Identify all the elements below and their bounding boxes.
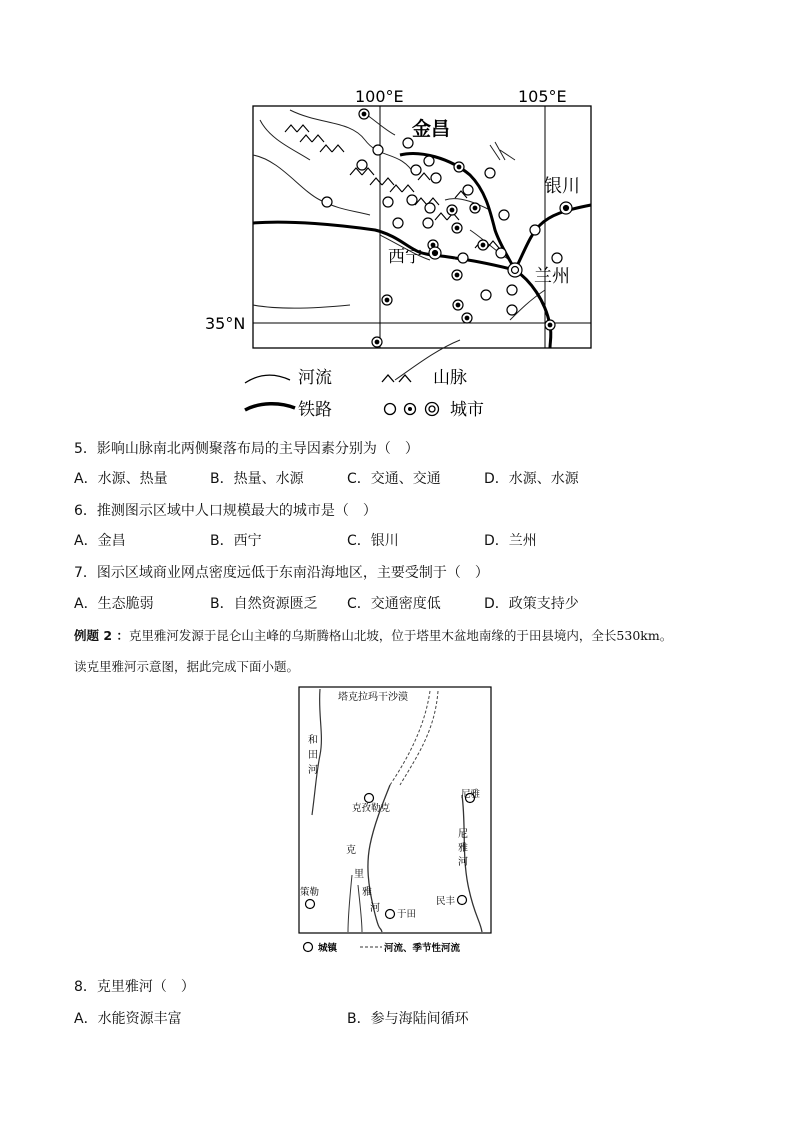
legend-mountain-label: 山脉 xyxy=(433,368,467,388)
question-5-option-c: C．交通、交通 xyxy=(347,471,441,487)
niya-river-label-2: 雅 xyxy=(458,843,468,854)
question-6-option-d: D．兰州 xyxy=(484,533,537,549)
legend-town-icon xyxy=(304,943,313,952)
yutian-town-icon xyxy=(386,910,395,919)
keriya-label-3: 雅 xyxy=(362,887,372,898)
yutian-label: 于田 xyxy=(397,909,417,920)
example-2-text-line2: 读克里雅河示意图，据此完成下面小题。 xyxy=(74,659,300,674)
question-6-option-b: B．西宁 xyxy=(210,533,262,549)
question-6-option-a: A．金昌 xyxy=(74,533,126,549)
map1-svg xyxy=(200,80,600,425)
legend-river-symbol xyxy=(245,375,290,383)
map2-svg xyxy=(290,685,500,960)
legend-river-label: 河流 xyxy=(298,368,332,388)
niya-river-label-1: 尼 xyxy=(458,829,468,840)
legend-town-label: 城镇 xyxy=(318,943,338,954)
lon-100-label: 100°E xyxy=(355,87,404,106)
seasonal-river-2 xyxy=(400,691,438,785)
niya-river-label-3: 河 xyxy=(458,857,468,868)
minfeng-label: 民丰 xyxy=(436,896,456,907)
hotan-river-label-1: 和 xyxy=(308,735,318,746)
keriya-label-1: 克 xyxy=(346,845,356,856)
seasonal-river-1 xyxy=(390,691,430,785)
kariyek-label: 克孜勒克 xyxy=(352,803,391,814)
qira-label: 策勒 xyxy=(300,887,320,898)
legend-railway-symbol xyxy=(245,404,295,410)
example-2-text-line1: 克里雅河发源于昆仑山主峰的乌斯腾格山北坡，位于塔里木盆地南缘的于田县境内，全长530km。 xyxy=(128,628,673,643)
desert-label: 塔克拉玛干沙漠 xyxy=(338,692,408,703)
question-8-option-b: B．参与海陆间循环 xyxy=(347,1011,469,1027)
question-7-option-a: A．生态脆弱 xyxy=(74,596,154,612)
question-8-option-a: A．水能资源丰富 xyxy=(74,1011,182,1027)
qira-town-icon xyxy=(306,900,315,909)
minfeng-town-icon xyxy=(458,896,467,905)
legend-railway-label: 铁路 xyxy=(298,400,332,420)
question-5-option-d: D．水源、水源 xyxy=(484,471,579,487)
question-6-option-c: C．银川 xyxy=(347,533,399,549)
map1-railways xyxy=(253,154,591,348)
hotan-river-label-2: 田 xyxy=(308,750,318,761)
question-6-stem: 6．推测图示区域中人口规模最大的城市是（ ） xyxy=(74,503,377,519)
keriya-label-2: 里 xyxy=(354,869,364,880)
example-2-label: 例题 2 ： xyxy=(74,628,129,643)
map1 xyxy=(200,80,600,425)
kariyek-town-icon xyxy=(365,794,374,803)
tributary-1 xyxy=(348,875,352,932)
question-5-stem: 5．影响山脉南北两侧聚落布局的主导因素分别为（ ） xyxy=(74,441,419,457)
city-xining-label: 西宁 xyxy=(388,247,422,267)
question-7-option-d: D．政策支持少 xyxy=(484,596,579,612)
question-8-stem: 8．克里雅河（ ） xyxy=(74,979,195,995)
city-jinchang-label: 金昌 xyxy=(412,118,451,140)
question-5-option-b: B．热量、水源 xyxy=(210,471,304,487)
lat-35-label: 35°N xyxy=(205,314,246,333)
hotan-river-label-3: 河 xyxy=(308,765,318,776)
question-7-stem: 7．图示区域商业网点密度远低于东南沿海地区，主要受制于（ ） xyxy=(74,565,489,581)
legend-city-small-icon xyxy=(385,404,396,415)
question-5-option-a: A．水源、热量 xyxy=(74,471,168,487)
city-yinchuan-label: 银川 xyxy=(544,176,580,197)
city-lanzhou-label: 兰州 xyxy=(534,266,570,287)
question-7-option-b: B．自然资源匮乏 xyxy=(210,596,318,612)
lon-105-label: 105°E xyxy=(518,87,567,106)
question-7-option-c: C．交通密度低 xyxy=(347,596,441,612)
legend-city-label: 城市 xyxy=(450,400,484,420)
example-2-paragraph xyxy=(74,626,672,644)
legend-river-label: 河流、季节性河流 xyxy=(384,943,461,954)
niya-label: 尼雅 xyxy=(461,789,481,800)
keriya-label-4: 河 xyxy=(370,903,380,914)
map2 xyxy=(290,685,500,960)
map1-legend xyxy=(245,368,484,420)
